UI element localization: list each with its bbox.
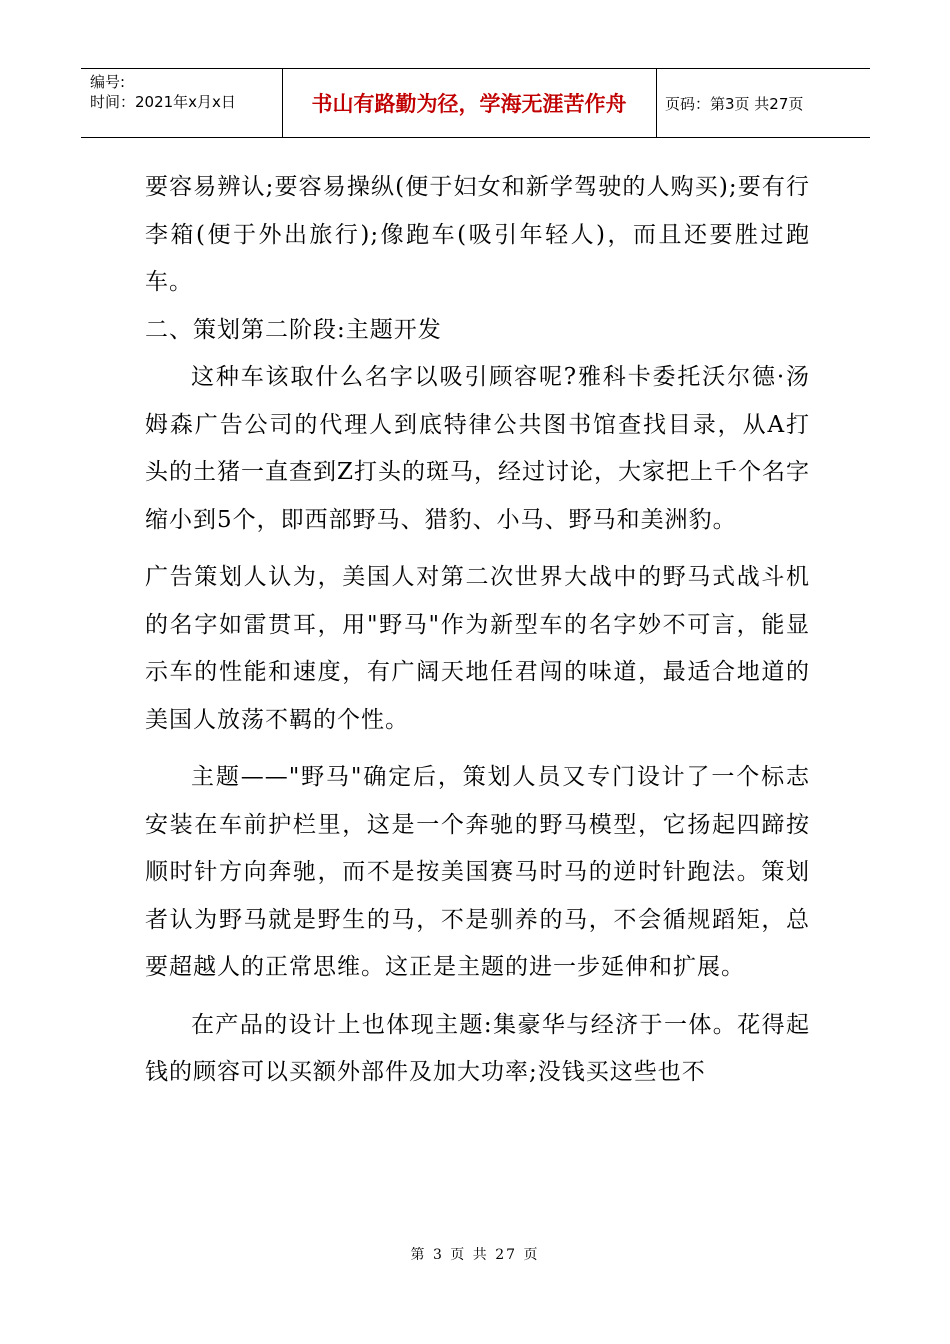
date-label: 时间：2021年x月x日 — [90, 93, 236, 111]
header-page-info: 页码：第3页 共27页 — [665, 94, 804, 113]
paragraph: 主题——"野马"确定后，策划人员又专门设计了一个标志安装在车前护栏里，这是一个奔驰的野马模型，它扬起四蹄按顺时针方向奔驰，而不是按美国赛马时马的逆时针跑法。策划者认为野马就是野生的马，不是驯养的马，不会循规蹈矩，总要超越人的正常思维。这正是主题的进一步延伸和扩展。 — [145, 764, 810, 980]
paragraph: 这种车该取什么名字以吸引顾容呢?雅科卡委托沃尔德·汤姆森广告公司的代理人到底特律公共图书馆查找目录，从A打头的土猪一直查到Z打头的斑马，经过讨论，大家把上千个名字缩小到5个，即西部野马、猎豹、小马、野马和美洲豹。 — [145, 364, 810, 533]
number-label: 编号: — [90, 73, 126, 91]
paragraph: 要容易辨认;要容易操纵(便于妇女和新学驾驶的人购买);要有行李箱(便于外出旅行);像跑车(吸引年轻人)，而且还要胜过跑车。 — [145, 174, 810, 295]
document-body — [145, 164, 810, 1097]
paragraph: 在产品的设计上也体现主题:集豪华与经济于一体。花得起钱的顾容可以买额外部件及加大功率;没钱买这些也不 — [145, 1011, 810, 1085]
section-heading: 二、策划第二阶段:主题开发 — [145, 316, 442, 343]
header-motto: 书山有路勤为径，学海无涯苦作舟 — [282, 69, 657, 137]
page-footer: 第 3 页 共 27 页 — [410, 1247, 540, 1263]
header-meta-cell — [81, 69, 283, 137]
paragraph: 广告策划人认为，美国人对第二次世界大战中的野马式战斗机的名字如雷贯耳，用"野马"作为新型车的名字妙不可言，能显示车的性能和速度，有广阔天地任君闯的味道，最适合地道的美国人放荡不羁的个性。 — [145, 564, 810, 733]
page-header — [81, 68, 870, 138]
